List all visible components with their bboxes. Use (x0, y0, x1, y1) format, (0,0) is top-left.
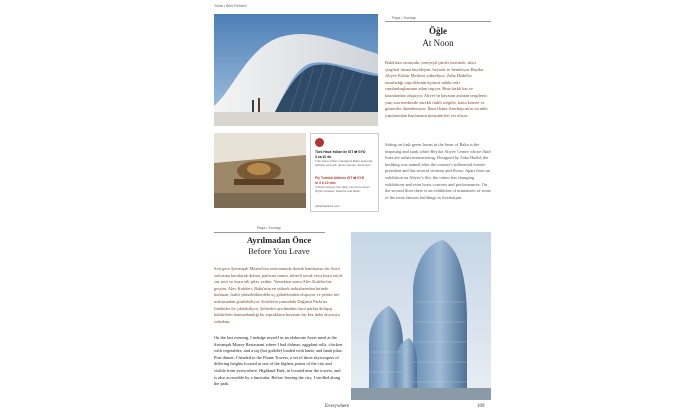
ad-duration-en: in 3 h 10 min (315, 181, 336, 185)
noon-text-tr: Bakü'nün ortasında, yemyeşil çimler üzerinde, akıcı çizgileri insanı büyüleyen, beyazlı ve bembeyaz Haydar Aliyev Kültür Merkezi yükseliyor. Zaha Hadid'in tasarladığı yapı ülkenin üçüncü sahibi eski cumhurbaşkanının adını taşıyor. Bina farklı kat ve kısımlardan oluşuyor. Aliyev'in hayatını anlatan sergilerin yanı sıra merkezde sürekli farklı sergiler, katta konser ve gösteriler düzenleniyor. İkinci katta Azerbaycan'ın en ünlü yapılarından bazılarının minyatürleri yer alıyor. (385, 60, 488, 118)
ad-title-en: Fly Turkish Airlines IST ⇄ GYD (315, 176, 365, 180)
leave-title-en: Before You Leave (248, 246, 310, 256)
airline-logo-icon (315, 138, 324, 147)
noon-title-tr: Öğle (429, 26, 447, 36)
noon-kicker: Paşa • Sunday (392, 16, 416, 20)
noon-text-en: Sitting on lush green lawns in the heart of Baku is the imposing and stark white Heydar Aliyev Center whose fluid lines are rather mesmerizing. Designed by Zaha Hadid, the building was named after the country's influential former president and has several sections and floors. Apart from an exhibition on Aliyev's life, the center has changing exhibitions and even hosts concerts and performances. On the second floor there is an exhibition of miniatures of some of the most famous buildings in Azerbaijan. (385, 142, 491, 200)
footer-section: Everywhere (325, 404, 350, 409)
divider (385, 21, 491, 22)
divider (214, 232, 325, 233)
leave-text-en: On the last evening, I indulge myself in an elaborate Azeri meal at the Sirvanşah Muzey Restaurant where I had dolmas, eggplant rolls, chicken with vegetables, and a saj (hot griddle) loaded with lamb, and lamb pilav. Post dinner, I headed to the Flame Towers, a set of three skyscrapers of differing heights located at one of the highest points of the city and visible from everywhere. Highland Park, in located near the towers, and is also accessible by a funicular. Before leaving the city, I strolled along the park. (214, 335, 343, 387)
ad-text-tr: Türk Hava Yolları Üsküdar'a Bakü arasında haftada yedi gün direkt seferler düzenliyor. (315, 159, 373, 167)
ad-title-tr: Türk Hava Yolları ile IST ⇄ GYD (315, 150, 366, 154)
ad-link[interactable]: turkishairlines.com (315, 204, 340, 208)
noon-title-en: At Noon (422, 38, 454, 48)
leave-kicker: Paşa • Sunday (257, 226, 281, 230)
photo-heydar-aliyev-center (214, 14, 378, 126)
leave-title-tr: Ayrılmadan Önce (246, 235, 312, 245)
magazine-page (207, 0, 497, 420)
page-number: 109 (477, 404, 485, 409)
leave-text-tr: Son gece Şirvanşah Müzesi'nin restoranında ikonik hanlarımsı bir Azeri sofrasına kurularak dolma, patlıcan sarma, sebzeli tavuk veya kuzu etiyle saz tava ve kuzu etli pilav yedim. Yemekten sonra Alev Kuleleri'ne geçtim. Alev Kuleleri, Bakü'nün en yüksek noktalarından birinde bulunan, farklı yüksekliklerdeki üç gökdelenden oluşuyor ve şehrin her noktasından görülebiliyor. Kulelerin yanındaki Dağüstü Parkı'na füniküler ile çıkılabiliyor. Şehirden ayrılmadan önce parkta dolaşıp kültürlerin harmanlandığı bu toprakların havasını bir kez daha doyasıya soludum. (214, 266, 343, 324)
airline-ad-box (310, 133, 379, 212)
photo-exhibition-hall (214, 133, 306, 208)
ad-text-en: Turkish Airlines has daily round-trip direct flights between Istanbul and Baku. (315, 185, 370, 193)
photo-flame-towers (351, 232, 491, 400)
ad-duration-tr: 3 sa 10 dk (315, 155, 332, 159)
running-header: Yolda • Bilet Rehberi (214, 4, 247, 8)
